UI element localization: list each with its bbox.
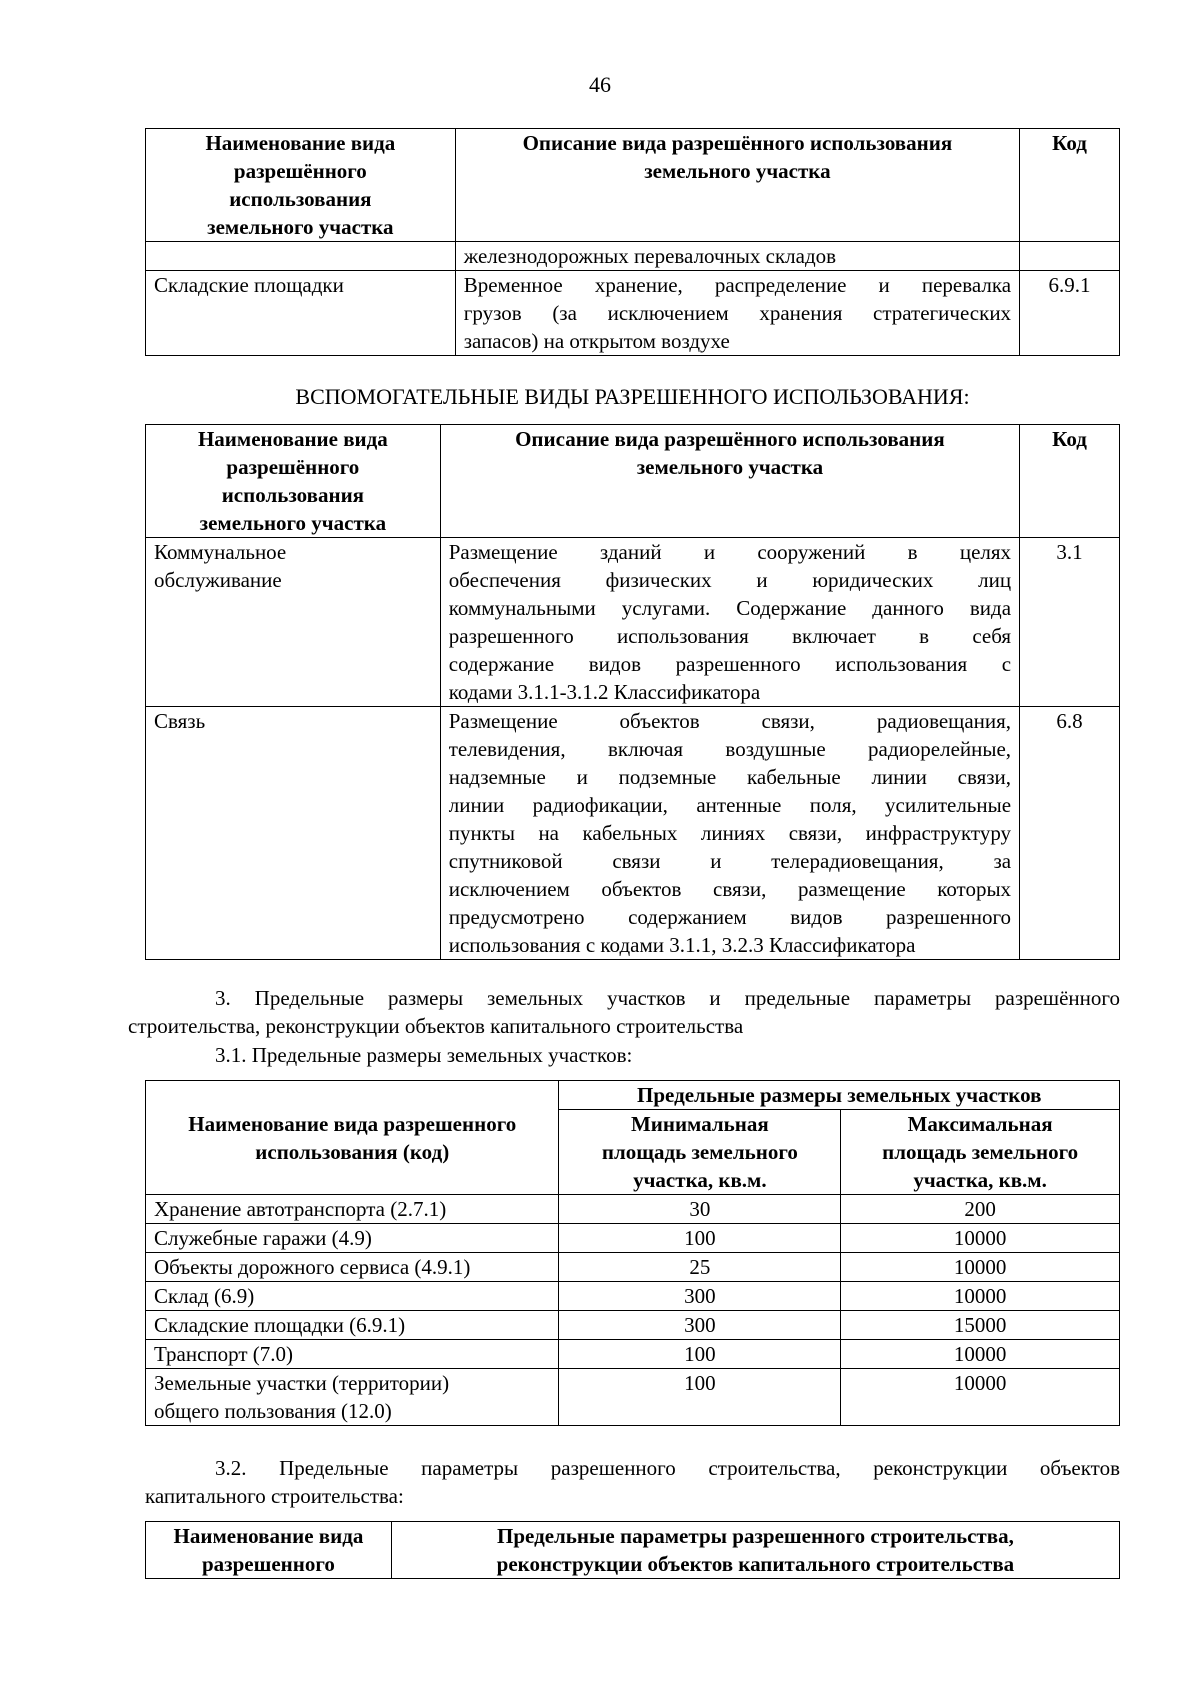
cell-description: Временное хранение, распределение и перевалка грузов (за исключением хранения стратегических запасов) на открытом воздухе xyxy=(455,271,1019,356)
section-3-1-heading: 3.1. Предельные размеры земельных участков: xyxy=(215,1043,633,1067)
column-header-code: Код xyxy=(1020,129,1120,242)
table-row xyxy=(146,1369,1120,1426)
cell-name: Коммунальное обслуживание xyxy=(146,538,441,707)
table-row xyxy=(146,242,1120,271)
column-header-name: Наименование вида разрешенного использования (код) xyxy=(146,1081,559,1195)
page-number: 46 xyxy=(589,72,611,97)
construction-parameters-table xyxy=(145,1521,1120,1579)
cell-max-area: 10000 xyxy=(841,1253,1120,1282)
table-row xyxy=(146,1224,1120,1253)
section-3-2-paragraph: 3.2. Предельные параметры разрешенного строительства, реконструкции объектов капитального строительства: xyxy=(145,1456,1120,1508)
column-header-min-area: Минимальная площадь земельного участка, кв.м. xyxy=(559,1110,841,1195)
cell-min-area: 100 xyxy=(559,1340,841,1369)
table-header-row xyxy=(146,1522,1120,1579)
table-row xyxy=(146,1282,1120,1311)
cell-name: Склад (6.9) xyxy=(146,1282,559,1311)
table-header-row xyxy=(146,129,1120,242)
column-group-header-plot-sizes: Предельные размеры земельных участков xyxy=(559,1081,1120,1110)
cell-code: 6.8 xyxy=(1020,707,1120,960)
column-header-name: Наименование вида разрешённого использования земельного участка xyxy=(146,425,441,538)
cell-description: Размещение объектов связи, радиовещания, телевидения, включая воздушные радиорелейные, надземные и подземные кабельные линии связи, линии радиофикации, антенные поля, усилительные пункты на кабельных линиях связи, инфраструктуру спутниковой связи и телерадиовещания, за исключением объектов связи, размещение которых предусмотрено содержанием видов разрешенного использования с кодами 3.1.1, 3.2.3 Классификатора xyxy=(440,707,1019,960)
cell-name: Хранение автотранспорта (2.7.1) xyxy=(146,1195,559,1224)
table-header-row xyxy=(146,425,1120,538)
auxiliary-uses-table xyxy=(145,424,1120,960)
cell-name: Складские площадки xyxy=(146,271,456,356)
cell-name: Складские площадки (6.9.1) xyxy=(146,1311,559,1340)
table-row xyxy=(146,1253,1120,1282)
cell-min-area: 100 xyxy=(559,1224,841,1253)
main-uses-table-continued xyxy=(145,128,1120,356)
table-row xyxy=(146,1195,1120,1224)
section-3-paragraph: 3. Предельные размеры земельных участков и предельные параметры разрешённого строительства, реконструкции объектов капитального строительства xyxy=(128,986,1120,1038)
column-header-name: Наименование вида разрешённого использования земельного участка xyxy=(146,129,456,242)
table-row xyxy=(146,707,1120,960)
column-header-max-area: Максимальная площадь земельного участка, кв.м. xyxy=(841,1110,1120,1195)
table-row xyxy=(146,538,1120,707)
cell-max-area: 10000 xyxy=(841,1369,1120,1426)
cell-max-area: 200 xyxy=(841,1195,1120,1224)
cell-description: железнодорожных перевалочных складов xyxy=(455,242,1019,271)
cell-name: Земельные участки (территории) общего пользования (12.0) xyxy=(146,1369,559,1426)
cell-name: Связь xyxy=(146,707,441,960)
cell-max-area: 10000 xyxy=(841,1340,1120,1369)
cell-name: Транспорт (7.0) xyxy=(146,1340,559,1369)
auxiliary-uses-heading: ВСПОМОГАТЕЛЬНЫЕ ВИДЫ РАЗРЕШЕННОГО ИСПОЛЬЗОВАНИЯ: xyxy=(295,384,970,409)
column-header-description: Описание вида разрешённого использования земельного участка xyxy=(440,425,1019,538)
table-header-row xyxy=(146,1081,1120,1110)
cell-description: Размещение зданий и сооружений в целях обеспечения физических и юридических лиц коммунальными услугами. Содержание данного вида разрешенного использования включает в себя содержание видов разрешенного использования с кодами 3.1.1-3.1.2 Классификатора xyxy=(440,538,1019,707)
cell-name xyxy=(146,242,456,271)
cell-code: 3.1 xyxy=(1020,538,1120,707)
cell-min-area: 100 xyxy=(559,1369,841,1426)
cell-max-area: 10000 xyxy=(841,1224,1120,1253)
cell-min-area: 300 xyxy=(559,1311,841,1340)
column-header-description: Описание вида разрешённого использования земельного участка xyxy=(455,129,1019,242)
cell-max-area: 15000 xyxy=(841,1311,1120,1340)
table-row xyxy=(146,1311,1120,1340)
column-header-name: Наименование вида разрешенного xyxy=(146,1522,392,1579)
column-header-code: Код xyxy=(1020,425,1120,538)
cell-min-area: 300 xyxy=(559,1282,841,1311)
cell-code: 6.9.1 xyxy=(1020,271,1120,356)
cell-min-area: 25 xyxy=(559,1253,841,1282)
cell-max-area: 10000 xyxy=(841,1282,1120,1311)
column-header-parameters: Предельные параметры разрешенного строительства, реконструкции объектов капитального строительства xyxy=(391,1522,1119,1579)
table-row xyxy=(146,1340,1120,1369)
table-row xyxy=(146,271,1120,356)
cell-name: Объекты дорожного сервиса (4.9.1) xyxy=(146,1253,559,1282)
cell-name: Служебные гаражи (4.9) xyxy=(146,1224,559,1253)
cell-min-area: 30 xyxy=(559,1195,841,1224)
cell-code xyxy=(1020,242,1120,271)
plot-size-limits-table xyxy=(145,1080,1120,1426)
